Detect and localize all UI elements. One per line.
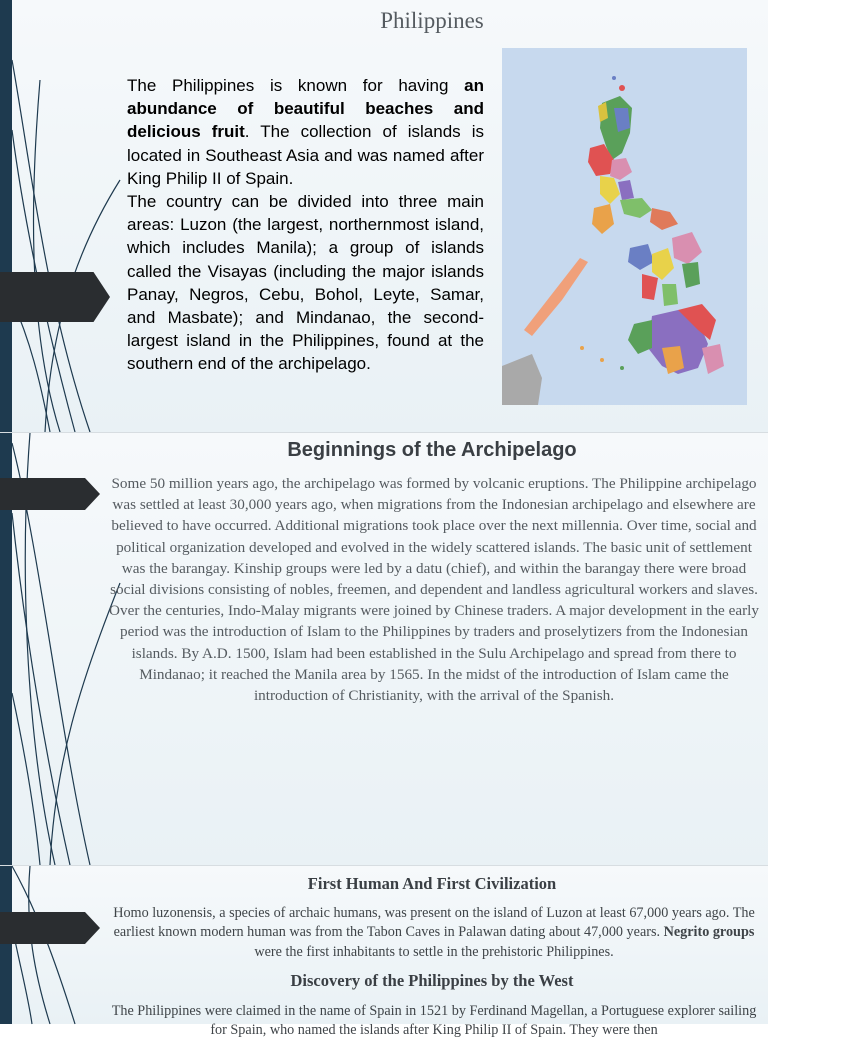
intro-bold-text: an abundance of beautiful beaches and delicious fruit: [127, 76, 484, 142]
page-title: Philippines: [380, 8, 484, 33]
para1-text: Homo luzonensis, a species of archaic humans, was present on the island of Luzon at least 67,000 years ago. The earliest known modern human was from the Tabon Caves in Palawan dating about 47,000 years.: [113, 905, 755, 941]
slide-1: [0, 0, 768, 432]
intro-rest-text: . The collection of islands is located in Southeast Asia and was named after King Philip II of Spain.: [127, 122, 484, 188]
slide-2: [0, 433, 768, 865]
arrow-marker: [0, 272, 110, 322]
arrow-marker: [0, 478, 100, 510]
heading-first-human: First Human And First Civilization: [307, 874, 557, 893]
para1-bold-text: Negrito groups: [663, 924, 755, 941]
intro-text-block: [127, 74, 484, 376]
section-body: Some 50 million years ago, the archipelago was formed by volcanic eruptions. The Philippine archipelago was settled at least 30,000 years ago, when migrations from the Indonesian archipelago and elsewhere are believed to have occurred. Additional migrations took place over the next millennia. Over time, social and political organization developed and evolved in the widely scattered islands. The basic unit of settlement was the barangay. Kinship groups were led by a datu (chief), and within the barangay there were broad social divisions consisting of nobles, freemen, and dependent and landless agricultural workers and slaves. Over the centuries, Indo-Malay migrants were joined by Chinese traders. A major development in the early period was the introduction of Islam to the Philippines by traders and proselytizers from the Indonesian islands. By A.D. 1500, Islam had been established in the Sulu Archipelago and spread from there to Mindanao; it reached the Manila area by 1565. In the midst of the introduction of Islam came the introduction of Christianity, with the arrival of the Spanish.: [109, 475, 759, 705]
para1-rest-text: were the first inhabitants to settle in the prehistoric Philippines.: [254, 943, 614, 960]
paragraph-first-human: [104, 904, 764, 962]
heading-discovery: Discovery of the Philippines by the West: [290, 971, 574, 990]
intro-text: The Philippines is known for having: [127, 76, 465, 95]
slide-3: [0, 866, 768, 1039]
section-title: Beginnings of the Archipelago: [287, 439, 577, 461]
areas-paragraph: The country can be divided into three main areas: Luzon (the largest, northernmost island, which includes Manila); a group of islands called the Visayas (including the major islands Panay, Negros, Cebu, Bohol, Leyte, Samar, and Masbate); and Mindanao, the second-largest island in the Philippines, found at the southern end of the archipelago.: [127, 192, 484, 374]
decorative-curves: [0, 0, 130, 432]
map-graphic: [502, 48, 747, 405]
intro-paragraph: [127, 74, 484, 190]
philippines-map-image: [502, 48, 747, 405]
arrow-marker: [0, 912, 100, 944]
paragraph-discovery: The Philippines were claimed in the name of Spain in 1521 by Ferdinand Magellan, a Portuguese explorer sailing for Spain, who named the islands after King Philip II of Spain. They were then: [111, 1003, 757, 1039]
